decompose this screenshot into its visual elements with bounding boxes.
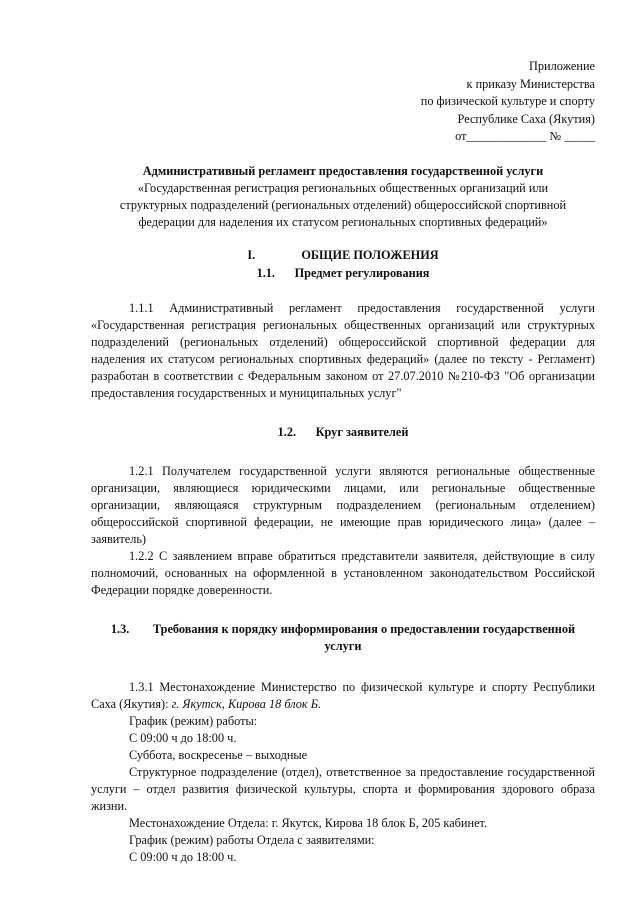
department-schedule-hours: С 09:00 ч до 18:00 ч. xyxy=(129,849,237,864)
paragraph-1-3-1 xyxy=(91,679,595,713)
section-1-1-number: 1.1. xyxy=(256,265,276,280)
appendix-line-5: от_____________ № _____ xyxy=(455,129,595,143)
title-sub-2: структурных подразделений (региональных отделений) общероссийской спортивной xyxy=(119,197,567,212)
title-main: Административный регламент предоставления государственной услуги xyxy=(142,163,544,178)
schedule-hours: С 09:00 ч до 18:00 ч. xyxy=(129,730,237,745)
appendix-line-2: к приказу Министерства xyxy=(466,76,595,91)
appendix-line-1: Приложение xyxy=(529,59,595,73)
section-1-3-title-line-2: услуги xyxy=(324,638,362,653)
document-title xyxy=(91,163,595,231)
department-schedule-label: График (режим) работы Отдела с заявителями: xyxy=(129,832,375,847)
paragraph-1-3-1-text: 1.3.1 Местонахождение Министерство по физической культуре и спорту Республики Саха (Якутия): xyxy=(91,679,595,711)
paragraph-1-2-2: 1.2.2 С заявлением вправе обратиться представители заявителя, действующие в силу полномочий, основанных на оформленной в установленном законодательством Российской Федерации порядке доверенности. xyxy=(91,548,595,597)
department-paragraph: Структурное подразделение (отдел), ответственное за предоставление государственной услуги – отдел развития физической культуры, спорта и формирования здорового образа жизни. xyxy=(91,764,595,813)
title-sub-1: «Государственная регистрация региональных общественных организаций или xyxy=(137,180,549,195)
section-1-number: I. xyxy=(247,247,256,262)
section-1-2-heading xyxy=(91,424,595,441)
section-1-1-heading xyxy=(91,265,595,282)
section-1-2-number: 1.2. xyxy=(277,424,297,439)
section-1-2-title: Круг заявителей xyxy=(315,424,409,439)
section-1-3-number: 1.3. xyxy=(110,621,130,636)
section-1-title: ОБЩИЕ ПОЛОЖЕНИЯ xyxy=(301,247,439,262)
paragraph-1-1-1: 1.1.1 Административный регламент предоставления государственной услуги «Государственная регистрация региональных общественных организаций или структурных подразделений (региональных отделений) общероссийской спортивной федерации для наделения их статусом региональных спортивных федераций» (далее по тексту - Регламент) разработан в соответствии с Федеральным законом от 27.07.2010 №210-ФЗ "Об организации предоставления государственных и муниципальных услуг" xyxy=(91,300,595,400)
section-1-heading xyxy=(91,247,595,264)
appendix-line-3: по физической культуре и спорту xyxy=(420,94,595,108)
document-page xyxy=(91,58,595,866)
title-sub-3: федерации для наделения их статусом региональных спортивных федераций» xyxy=(138,214,548,229)
section-1-3-title-line-1: Требования к порядку информирования о предоставлении государственной xyxy=(152,621,576,636)
schedule-label: График (режим) работы: xyxy=(129,713,258,728)
appendix-block xyxy=(91,58,595,146)
department-location: Местонахождение Отдела: г. Якутск, Кирова 18 блок Б, 205 кабинет. xyxy=(129,815,488,830)
paragraph-1-2-1: 1.2.1 Получателем государственной услуги являются региональные общественные организации, являющиеся юридическими лицами, или региональные общественные организации, являющаяся структурным подразделением (региональным отделением) общероссийской спортивной федерации, не имеющие прав юридического лица» (далее – заявитель) xyxy=(91,463,595,546)
section-1-1-title: Предмет регулирования xyxy=(294,265,430,280)
weekend-note: Суббота, воскресенье – выходные xyxy=(129,747,308,762)
section-1-3-heading xyxy=(91,621,595,655)
paragraph-1-3-1-address: г. Якутск, Кирова 18 блок Б. xyxy=(171,696,322,711)
appendix-line-4: Республике Саха (Якутия) xyxy=(457,111,595,126)
